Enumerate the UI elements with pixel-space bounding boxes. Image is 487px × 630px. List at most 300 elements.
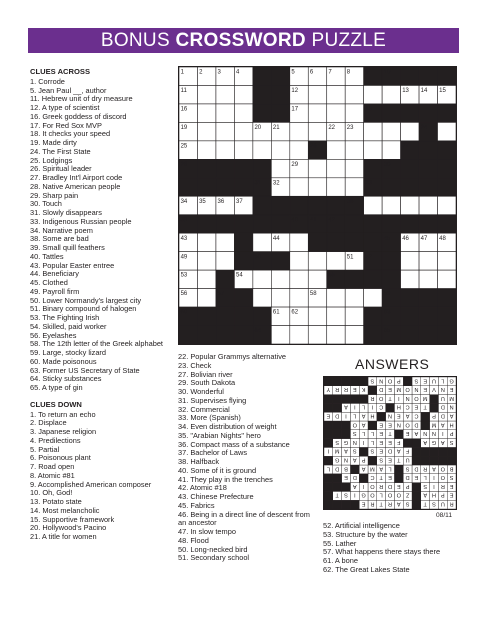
grid-cell[interactable] [290, 270, 308, 288]
grid-cell[interactable] [290, 141, 308, 159]
answer-letter: Y [326, 386, 331, 393]
grid-cell[interactable] [345, 178, 363, 196]
clue-item: 38. Some are bad [30, 235, 89, 244]
grid-cell[interactable] [308, 307, 326, 325]
answer-letter: S [423, 482, 428, 489]
clue-item: 52. Artificial intelligence [323, 522, 400, 530]
clue-number: 28 [180, 161, 188, 168]
clues-left-column [30, 68, 175, 542]
answer-letter: F [405, 447, 410, 454]
grid-cell[interactable] [345, 141, 363, 159]
answer-letter: B [449, 465, 454, 472]
grid-cell[interactable] [364, 122, 382, 140]
clue-number: 38 [346, 198, 354, 205]
clue-number: 32 [272, 180, 280, 187]
grid-cell-black [234, 178, 252, 196]
clue-item: 60. Made poisonous [30, 357, 97, 366]
answer-cell-black [421, 447, 430, 456]
answer-cell-black [368, 456, 377, 465]
answer-letter: A [352, 482, 357, 489]
grid-cell-black [438, 67, 456, 85]
clue-number: 16 [180, 106, 188, 113]
grid-cell[interactable] [327, 85, 345, 103]
answer-letter: G [343, 438, 349, 445]
grid-cell-black [401, 326, 419, 344]
answer-letter: N [352, 438, 357, 445]
grid-cell-black [253, 307, 271, 325]
answer-letter: A [423, 491, 428, 498]
grid-cell-black [438, 178, 456, 196]
grid-cell[interactable] [253, 233, 271, 251]
clue-item: 61. A bone [323, 557, 358, 565]
grid-cell[interactable] [438, 270, 456, 288]
answer-letter: S [405, 500, 410, 507]
answer-cell-black [342, 500, 351, 509]
answer-letter: A [396, 500, 401, 507]
grid-cell[interactable] [345, 85, 363, 103]
grid-cell[interactable] [308, 122, 326, 140]
grid-cell-black [271, 196, 289, 214]
answer-cell-black [333, 395, 342, 404]
grid-cell[interactable] [345, 307, 363, 325]
answer-letter: S [379, 456, 384, 463]
answer-cell-black [333, 403, 342, 412]
clue-number: 4 [236, 69, 240, 76]
grid-cell[interactable] [271, 159, 289, 177]
grid-cell[interactable] [197, 104, 215, 122]
answer-cell-black [333, 474, 342, 483]
answer-cell-black [342, 483, 351, 492]
grid-cell[interactable] [327, 326, 345, 344]
clue-number: 35 [199, 198, 206, 205]
answer-letter: R [379, 482, 384, 489]
clue-item: 44. Beneficiary [30, 270, 79, 279]
answer-letter: N [343, 456, 349, 463]
grid-cell[interactable] [382, 196, 400, 214]
grid-cell-black [438, 141, 456, 159]
grid-cell[interactable] [345, 326, 363, 344]
down-clue-list [30, 411, 175, 542]
clue-number: 9 [365, 69, 369, 76]
answer-letter: E [396, 412, 401, 419]
clue-item: 12. A type of scientist [30, 104, 100, 112]
answer-letter: E [352, 386, 357, 393]
answer-letter: I [345, 412, 347, 419]
grid-cell[interactable] [327, 289, 345, 307]
answer-letter: C [405, 403, 410, 410]
clue-item: 33. Indigenous Russian people [30, 217, 132, 226]
clue-number: 61 [272, 309, 280, 316]
answer-letter: T [397, 456, 401, 463]
grid-cell[interactable] [290, 289, 308, 307]
grid-cell-black [419, 67, 437, 85]
grid-cell[interactable] [216, 252, 234, 270]
clue-number: 64 [254, 328, 262, 335]
grid-cell[interactable] [401, 252, 419, 270]
grid-cell[interactable] [364, 85, 382, 103]
issue-date: 08/11 [436, 512, 453, 519]
answer-cell-black [359, 447, 368, 456]
clue-item: 50. Long-necked bird [178, 544, 248, 554]
clue-number: 21 [272, 125, 280, 131]
answer-letter: R [387, 500, 393, 507]
grid-cell[interactable] [234, 85, 252, 103]
clue-item: 63. Former US Secretary of State [30, 366, 140, 375]
clue-item: 20. Hollywood's Pacino [30, 524, 107, 533]
grid-cell[interactable] [290, 326, 308, 344]
grid-cell[interactable] [345, 159, 363, 177]
grid-cell-black [327, 233, 345, 251]
answer-cell-black [394, 430, 403, 439]
grid-cell[interactable] [290, 252, 308, 270]
grid-cell-black [438, 215, 456, 233]
grid-cell[interactable] [401, 196, 419, 214]
answer-letter: O [405, 386, 410, 393]
answer-letter: L [370, 430, 374, 437]
grid-cell[interactable] [327, 104, 345, 122]
answer-letter: I [442, 430, 444, 437]
clue-number: 22 [328, 125, 336, 131]
answer-letter: N [440, 386, 445, 393]
clue-number: 15 [439, 88, 446, 95]
answer-cell-black [324, 430, 333, 439]
grid-cell[interactable] [197, 289, 215, 307]
clue-item: 41. They play in the trenches [178, 474, 273, 484]
clue-item: 3. Japanese religion [30, 428, 97, 436]
grid-cell[interactable] [419, 252, 437, 270]
grid-cell[interactable] [271, 141, 289, 159]
answer-letter: E [423, 386, 428, 393]
grid-cell[interactable] [234, 104, 252, 122]
answer-letter: A [440, 438, 445, 445]
answer-letter: R [449, 500, 454, 507]
grid-cell-black [197, 159, 215, 177]
answer-letter: O [440, 474, 445, 481]
grid-cell-black [382, 104, 400, 122]
clue-number: 20 [254, 125, 262, 131]
grid-cell[interactable] [197, 270, 215, 288]
grid-cell[interactable] [327, 159, 345, 177]
clue-item: 27. Bolivian river [178, 369, 233, 379]
answer-cell-black [421, 456, 430, 465]
grid-cell-black [308, 196, 326, 214]
grid-cell[interactable] [308, 159, 326, 177]
clue-item: 13. Potato state [30, 498, 82, 506]
answer-letter: A [344, 403, 348, 410]
clue-number: 43 [180, 235, 188, 242]
answer-letter: O [396, 491, 401, 498]
clue-number: 12 [291, 88, 299, 95]
answer-letter: A [352, 456, 357, 463]
grid-cell[interactable] [308, 178, 326, 196]
grid-cell-black [216, 178, 234, 196]
across-clue-list [30, 78, 175, 393]
answer-letter: U [431, 377, 437, 384]
answer-letter: M [431, 421, 437, 428]
answer-cell-black [324, 456, 333, 465]
answer-letter: E [344, 474, 348, 481]
clue-item: 50. Lower Normandy's largest city [30, 296, 142, 305]
answer-letter: P [396, 377, 401, 384]
answer-cell-black [359, 377, 368, 386]
answer-letter: S [370, 447, 375, 454]
grid-cell[interactable] [290, 233, 308, 251]
grid-cell[interactable] [438, 122, 456, 140]
grid-cell-black [382, 215, 400, 233]
answer-letter: P [440, 491, 445, 498]
grid-cell[interactable] [401, 270, 419, 288]
clue-number: 19 [180, 125, 188, 131]
answer-cell-black [342, 377, 351, 386]
grid-cell[interactable] [419, 270, 437, 288]
answer-letter: O [370, 491, 375, 498]
clue-number: 17 [291, 106, 299, 113]
answer-letter: R [370, 394, 375, 401]
answer-letter: S [352, 447, 357, 454]
answer-letter: V [432, 386, 436, 393]
answer-letter: M [449, 394, 454, 401]
answer-cell-black [350, 377, 359, 386]
grid-cell-black [234, 252, 252, 270]
grid-cell-black [216, 326, 234, 344]
clue-number: 7 [328, 69, 332, 76]
clue-item: 5. Jean Paul __, author [30, 86, 107, 95]
grid-cell[interactable] [308, 85, 326, 103]
grid-cell-black [438, 289, 456, 307]
grid-cell-black [419, 289, 437, 307]
grid-cell-black [179, 178, 197, 196]
down-clue-list-end [323, 522, 463, 575]
answer-cell-black [368, 421, 377, 430]
grid-cell-black [364, 270, 382, 288]
clue-number: 54 [236, 272, 243, 279]
banner-text-bold: CROSSWORD [175, 30, 306, 51]
grid-cell[interactable] [438, 252, 456, 270]
answer-letter: T [388, 394, 392, 401]
answer-letter: M [334, 447, 340, 454]
grid-cell-black [253, 159, 271, 177]
answer-letter: M [422, 394, 428, 401]
grid-cell[interactable] [308, 252, 326, 270]
answer-letter: A [440, 421, 445, 428]
grid-cell[interactable] [234, 141, 252, 159]
grid-cell[interactable] [382, 141, 400, 159]
grid-cell-black [382, 270, 400, 288]
answer-letter: A [379, 465, 384, 472]
answer-cell-black [368, 386, 377, 395]
clue-item: 16. Greek goddess of discord [30, 112, 127, 121]
clue-item: 25. Lodgings [30, 156, 73, 165]
clue-number: 33 [365, 180, 372, 187]
answer-cell-black [359, 395, 368, 404]
answer-cell-black [350, 395, 359, 404]
clue-item: 35. "Arabian Nights" hero [178, 430, 261, 440]
answer-cell-black [412, 439, 421, 448]
grid-cell[interactable] [345, 104, 363, 122]
grid-cell[interactable] [308, 104, 326, 122]
grid-cell-black [419, 307, 437, 325]
grid-cell[interactable] [308, 270, 326, 288]
answer-letter: D [352, 474, 357, 481]
grid-cell-black [438, 307, 456, 325]
clue-item: 46. Being in a direct line of descent from an ancestor [178, 509, 310, 528]
crossword-grid [178, 66, 457, 345]
clue-item: 51. Secondary school [178, 553, 250, 563]
answers-title: ANSWERS [355, 356, 430, 372]
grid-cell-black [271, 85, 289, 103]
answer-cell-black [412, 447, 421, 456]
grid-cell-black [234, 307, 252, 325]
answer-letter: I [433, 474, 435, 481]
answer-letter: G [361, 491, 366, 498]
answer-letter: A [396, 447, 401, 454]
grid-cell-black [197, 178, 215, 196]
clue-item: 59. Large, stocky lizard [30, 349, 106, 357]
grid-cell-black [419, 159, 437, 177]
clue-number: 51 [346, 254, 354, 261]
clue-item: 43. Chinese Prefecture [178, 492, 254, 501]
clue-number: 3 [217, 69, 221, 76]
grid-cell[interactable] [197, 141, 215, 159]
grid-cell[interactable] [290, 178, 308, 196]
answer-letter: C [414, 412, 419, 419]
answer-cell-black [324, 439, 333, 448]
grid-cell-black [364, 307, 382, 325]
grid-cell-black [253, 104, 271, 122]
answer-letter: Z [405, 491, 410, 498]
grid-cell[interactable] [197, 85, 215, 103]
answer-grid-svg [324, 377, 456, 509]
grid-cell[interactable] [197, 233, 215, 251]
answer-letter: O [440, 465, 445, 472]
clue-item: 19. Made dirty [30, 139, 77, 147]
grid-cell-black [401, 307, 419, 325]
grid-cell[interactable] [271, 270, 289, 288]
grid-cell[interactable] [216, 141, 234, 159]
clue-number: 65 [383, 328, 391, 335]
grid-cell[interactable] [216, 122, 234, 140]
grid-cell[interactable] [197, 252, 215, 270]
answer-letter: E [449, 491, 454, 498]
clue-number: 52 [365, 254, 372, 261]
answer-letter: U [405, 456, 410, 463]
clue-number: 30 [383, 161, 391, 168]
clue-number: 2 [199, 69, 203, 76]
grid-cell[interactable] [382, 122, 400, 140]
clue-number: 27 [402, 143, 409, 150]
grid-cell[interactable] [253, 289, 271, 307]
grid-cell[interactable] [197, 122, 215, 140]
answer-letter: S [335, 438, 340, 445]
grid-cell-black [438, 159, 456, 177]
answer-cell-black [430, 447, 439, 456]
grid-cell[interactable] [290, 122, 308, 140]
answer-letter: O [370, 482, 375, 489]
grid-cell[interactable] [327, 307, 345, 325]
answer-letter: N [414, 386, 419, 393]
grid-cell-black [345, 233, 363, 251]
grid-cell[interactable] [364, 196, 382, 214]
clue-item: 1. To return an echo [30, 410, 96, 419]
answer-letter: S [405, 465, 410, 472]
answer-letter: H [431, 491, 437, 498]
grid-cell-black [345, 215, 363, 233]
grid-cell[interactable] [216, 85, 234, 103]
grid-cell-black [401, 215, 419, 233]
clue-number: 1 [180, 69, 184, 76]
grid-cell[interactable] [308, 326, 326, 344]
grid-cell-black [419, 215, 437, 233]
answer-letter: U [440, 394, 445, 401]
answer-cell-black [350, 465, 359, 474]
grid-cell[interactable] [253, 270, 271, 288]
grid-cell[interactable] [401, 122, 419, 140]
answer-cell-black [421, 412, 430, 421]
grid-cell-black [234, 159, 252, 177]
answer-letter: M [396, 386, 402, 393]
puzzle-banner [28, 28, 459, 53]
answer-letter: E [449, 482, 454, 489]
grid-cell[interactable] [216, 104, 234, 122]
clue-number: 24 [420, 125, 428, 131]
clue-item: 21. A title for women [30, 533, 97, 541]
answer-letter: T [379, 500, 383, 507]
grid-cell[interactable] [327, 141, 345, 159]
grid-cell[interactable] [271, 289, 289, 307]
clue-item: 53. Structure by the water [323, 530, 408, 539]
grid-cell[interactable] [438, 196, 456, 214]
answer-letter: I [327, 447, 330, 454]
answer-letter: I [354, 403, 356, 410]
clue-number: 39 [180, 217, 188, 224]
grid-cell[interactable] [364, 289, 382, 307]
clue-item: 40. Tattles [30, 252, 64, 261]
clue-number: 44 [272, 235, 280, 242]
answer-cell-black [412, 456, 421, 465]
clue-item: 6. Poisonous plant [30, 454, 91, 463]
grid-cell[interactable] [382, 85, 400, 103]
answer-letter: E [449, 386, 454, 393]
answer-letter: I [354, 491, 356, 498]
answer-letter: S [449, 474, 454, 481]
answer-cell-black [394, 465, 403, 474]
grid-cell[interactable] [234, 122, 252, 140]
grid-cell-black [419, 326, 437, 344]
grid-cell[interactable] [253, 141, 271, 159]
grid-cell-black [401, 289, 419, 307]
clue-item: 65. A type of gin [30, 384, 83, 392]
answer-letter: A [414, 430, 419, 437]
grid-cell[interactable] [216, 233, 234, 251]
grid-cell[interactable] [271, 326, 289, 344]
clue-item: 57. What happens there stays there [323, 548, 441, 557]
answer-letter: R [440, 482, 445, 489]
grid-cell[interactable] [345, 289, 363, 307]
answer-cell-black [421, 421, 430, 430]
answer-letter: D [379, 386, 384, 393]
answer-cell-black [394, 474, 403, 483]
grid-cell[interactable] [327, 178, 345, 196]
clue-number: 29 [291, 161, 299, 168]
answer-cell-black [333, 430, 342, 439]
grid-cell[interactable] [419, 196, 437, 214]
grid-cell-black [364, 215, 382, 233]
answer-letter: E [326, 412, 331, 419]
answer-cell-black [324, 474, 333, 483]
grid-cell[interactable] [364, 141, 382, 159]
down-clue-list-continued [178, 353, 318, 563]
grid-cell[interactable] [327, 252, 345, 270]
